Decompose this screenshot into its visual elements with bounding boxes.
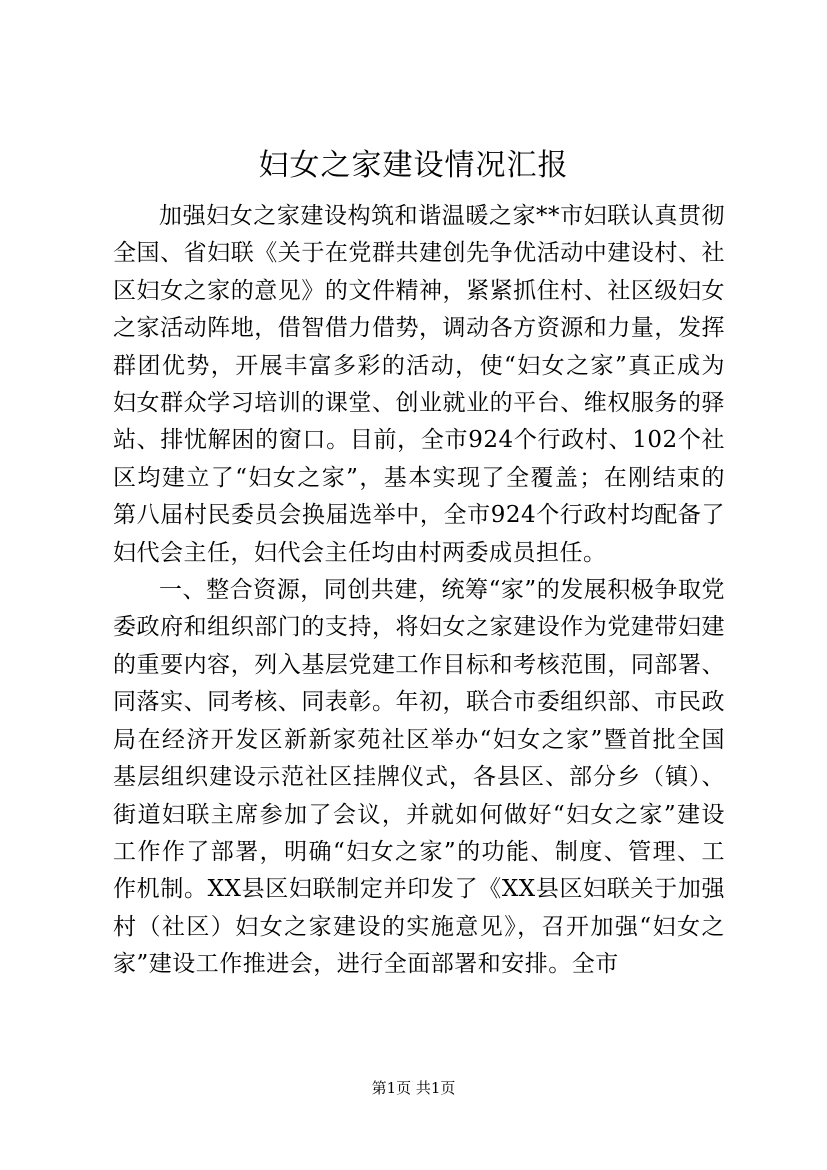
document-body	[113, 198, 725, 984]
document-title: 妇女之家建设情况汇报	[258, 148, 569, 183]
paragraph-intro: 加强妇女之家建设构筑和谐温暖之家**市妇联认真贯彻全国、省妇联《关于在党群共建创先争优活动中建设村、社区妇女之家的意见》的文件精神，紧紧抓住村、社区级妇女之家活动阵地，借智借力借势，调动各方资源和力量，发挥群团优势，开展丰富多彩的活动，使“妇女之家”真正成为妇女群众学习培训的课堂、创业就业的平台、维权服务的驿站、排忧解困的窗口。目前，全市924个行政村、102个社区均建立了“妇女之家”，基本实现了全覆盖；在刚结束的第八届村民委员会换届选举中，全市924个行政村均配备了妇代会主任，妇代会主任均由村两委成员担任。	[113, 203, 725, 566]
page-number-footer: 第1页 共1页	[371, 1079, 456, 1097]
paragraph-section-1: 一、整合资源，同创共建，统筹“家”的发展积极争取党委政府和组织部门的支持，将妇女之家建设作为党建带妇建的重要内容，列入基层党建工作目标和考核范围，同部署、同落实、同考核、同表彰。年初，联合市委组织部、市民政局在经济开发区新新家苑社区举办“妇女之家”暨首批全国基层组织建设示范社区挂牌仪式，各县区、部分乡（镇）、街道妇联主席参加了会议，并就如何做好“妇女之家”建设工作作了部署，明确“妇女之家”的功能、制度、管理、工作机制。XX县区妇联制定并印发了《XX县区妇联关于加强村（社区）妇女之家建设的实施意见》，召开加强“妇女之家”建设工作推进会，进行全面部署和安排。全市	[113, 577, 725, 978]
